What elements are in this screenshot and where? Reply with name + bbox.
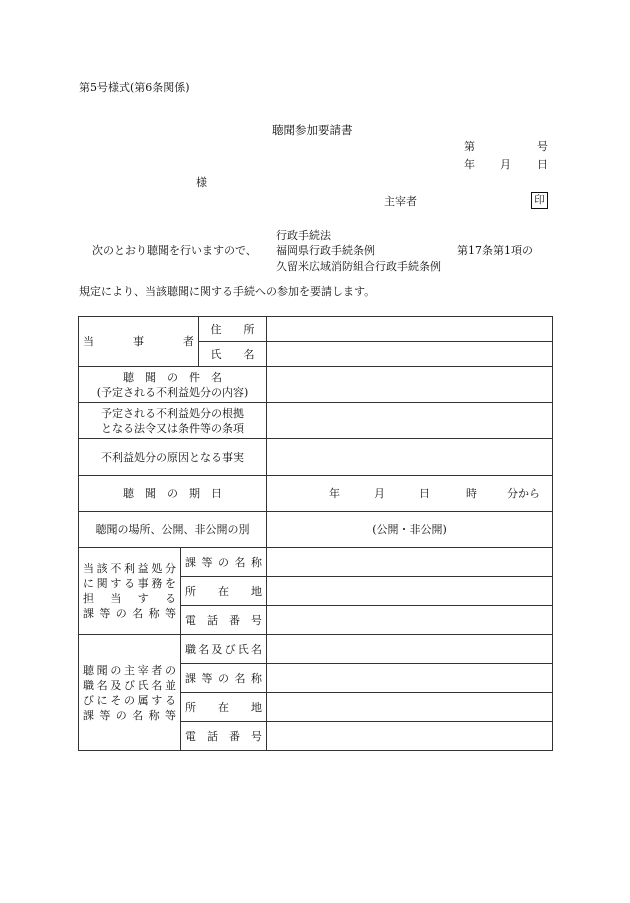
name-field[interactable] [267, 342, 553, 367]
document-title: 聴聞参加要請書 [272, 123, 353, 137]
party-label: 当 事 者 [79, 317, 199, 367]
hearing-date-label: 聴 聞 の 期 日 [79, 476, 267, 512]
presider-title-name-label: 職名及び氏名 [181, 635, 267, 664]
presider-label: 聴聞の主宰者の 職名及び氏名並 びにその属する 課等の名称等 [79, 635, 181, 751]
form-number: 第5号様式(第6条関係) [79, 81, 190, 94]
hearing-date-month: 月 [374, 487, 385, 500]
table-row [79, 439, 553, 476]
issue-date-year: 年 [464, 158, 475, 171]
section-name-label: 課等の名称 [181, 548, 267, 577]
case-title-line-1: 聴 聞 の 件 名 [123, 370, 222, 384]
case-title-label [79, 367, 267, 403]
law-option-1: 行政手続法 [276, 229, 331, 242]
presider-location-field[interactable] [267, 693, 553, 722]
hearing-date-day: 日 [419, 487, 430, 500]
hearing-date-year: 年 [329, 487, 340, 500]
legal-basis-line-1: 予定される不利益処分の根拠 [101, 406, 244, 420]
case-title-field[interactable] [267, 367, 553, 403]
table-row [79, 512, 553, 548]
hearing-date-minute: 分から [507, 487, 540, 500]
issue-date-month: 月 [500, 158, 511, 171]
hearing-date-field[interactable] [267, 476, 553, 512]
issue-date-day: 日 [537, 158, 548, 171]
table-row [79, 476, 553, 512]
legal-basis-field[interactable] [267, 403, 553, 439]
addressee-honorific: 様 [196, 176, 207, 189]
section-name-field[interactable] [267, 548, 553, 577]
presider-section-label: 課等の名称 [181, 664, 267, 693]
organizer-label: 主宰者 [384, 195, 417, 208]
legal-basis-label [79, 403, 267, 439]
document-number-prefix: 第 [464, 140, 475, 153]
name-label: 氏 名 [199, 342, 267, 367]
hearing-place-field[interactable]: (公開・非公開) [267, 512, 553, 548]
presider-title-name-field[interactable] [267, 635, 553, 664]
location-label: 所 在 地 [181, 577, 267, 606]
law-option-2: 福岡県行政手続条例 [276, 244, 375, 257]
intro-line-1: 次のとおり聴聞を行いますので、 [92, 244, 257, 257]
document-number-suffix: 号 [537, 140, 548, 153]
responsible-office-label: 当該不利益処分 に関する事務を 担 当 す る 課等の名称等 [79, 548, 181, 635]
presider-location-label: 所 在 地 [181, 693, 267, 722]
hearing-date-hour: 時 [466, 487, 477, 500]
request-form-table [78, 316, 553, 751]
article-reference: 第17条第1項の [457, 244, 533, 257]
table-row [79, 548, 553, 577]
legal-basis-line-2: となる法令又は条件等の条項 [101, 421, 244, 435]
seal-icon: 印 [531, 192, 548, 209]
hearing-place-label: 聴聞の場所、公開、非公開の別 [79, 512, 267, 548]
table-row [79, 367, 553, 403]
phone-label: 電話番号 [181, 606, 267, 635]
location-field[interactable] [267, 577, 553, 606]
cause-facts-field[interactable] [267, 439, 553, 476]
phone-field[interactable] [267, 606, 553, 635]
case-title-line-2: (予定される不利益処分の内容) [96, 385, 249, 399]
law-option-3: 久留米広域消防組合行政手続条例 [276, 260, 441, 273]
address-label: 住 所 [199, 317, 267, 342]
presider-phone-label: 電話番号 [181, 722, 267, 751]
intro-line-2: 規定により、当該聴聞に関する手続への参加を要請します。 [79, 285, 376, 298]
table-row [79, 403, 553, 439]
address-field[interactable] [267, 317, 553, 342]
table-row [79, 635, 553, 664]
presider-phone-field[interactable] [267, 722, 553, 751]
presider-section-field[interactable] [267, 664, 553, 693]
table-row [79, 317, 553, 342]
cause-facts-label: 不利益処分の原因となる事実 [79, 439, 267, 476]
